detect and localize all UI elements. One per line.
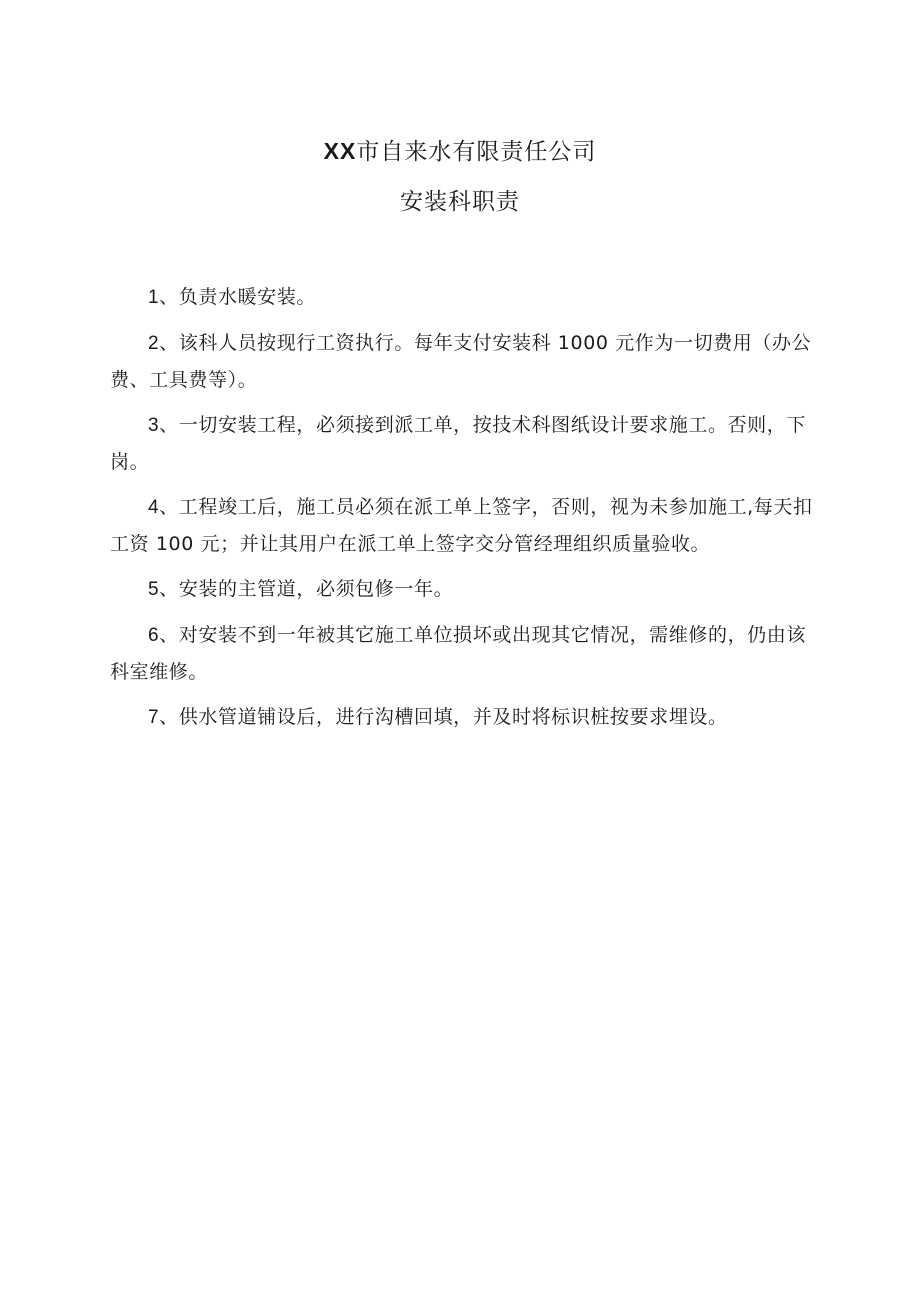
duty-number: 2 bbox=[148, 333, 160, 354]
duty-number: 7 bbox=[148, 707, 160, 728]
duty-number: 1 bbox=[148, 287, 160, 308]
company-title bbox=[0, 136, 920, 167]
duty-number: 6 bbox=[148, 625, 160, 646]
duty-text: 、对安装不到一年被其它施工单位损坏或出现其它情况，需维修的，仍由该科室维修。 bbox=[110, 624, 806, 683]
duty-item-3 bbox=[110, 407, 822, 480]
duty-text: 、供水管道铺设后，进行沟槽回填，并及时将标识桩按要求埋设。 bbox=[159, 706, 728, 728]
duty-item-7 bbox=[110, 699, 822, 736]
company-title-prefix: XX bbox=[323, 138, 357, 164]
duty-text: 、该科人员按现行工资执行。每年支付安装科 1000 元作为一切费用（办公费、工具费等）。 bbox=[110, 332, 812, 391]
department-subtitle: 安装科职责 bbox=[400, 189, 520, 215]
duty-text: 、工程竣工后，施工员必须在派工单上签字，否则，视为未参加施工,每天扣工资 100 元；并让其用户在派工单上签字交分管经理组织质量验收。 bbox=[110, 496, 813, 555]
duty-item-2 bbox=[110, 325, 822, 398]
duties-list bbox=[110, 279, 822, 736]
company-title-name: 市自来水有限责任公司 bbox=[356, 139, 597, 165]
duty-number: 3 bbox=[148, 415, 160, 436]
duty-item-4 bbox=[110, 489, 822, 562]
duty-item-6 bbox=[110, 617, 822, 690]
duty-text: 、负责水暖安装。 bbox=[159, 286, 316, 308]
duty-number: 4 bbox=[148, 497, 160, 518]
duty-item-5 bbox=[110, 571, 822, 608]
duty-text: 、一切安装工程，必须接到派工单，按技术科图纸设计要求施工。否则，下岗。 bbox=[110, 414, 806, 473]
duty-text: 、安装的主管道，必须包修一年。 bbox=[159, 578, 454, 600]
duty-item-1 bbox=[110, 279, 822, 316]
duty-number: 5 bbox=[148, 579, 160, 600]
